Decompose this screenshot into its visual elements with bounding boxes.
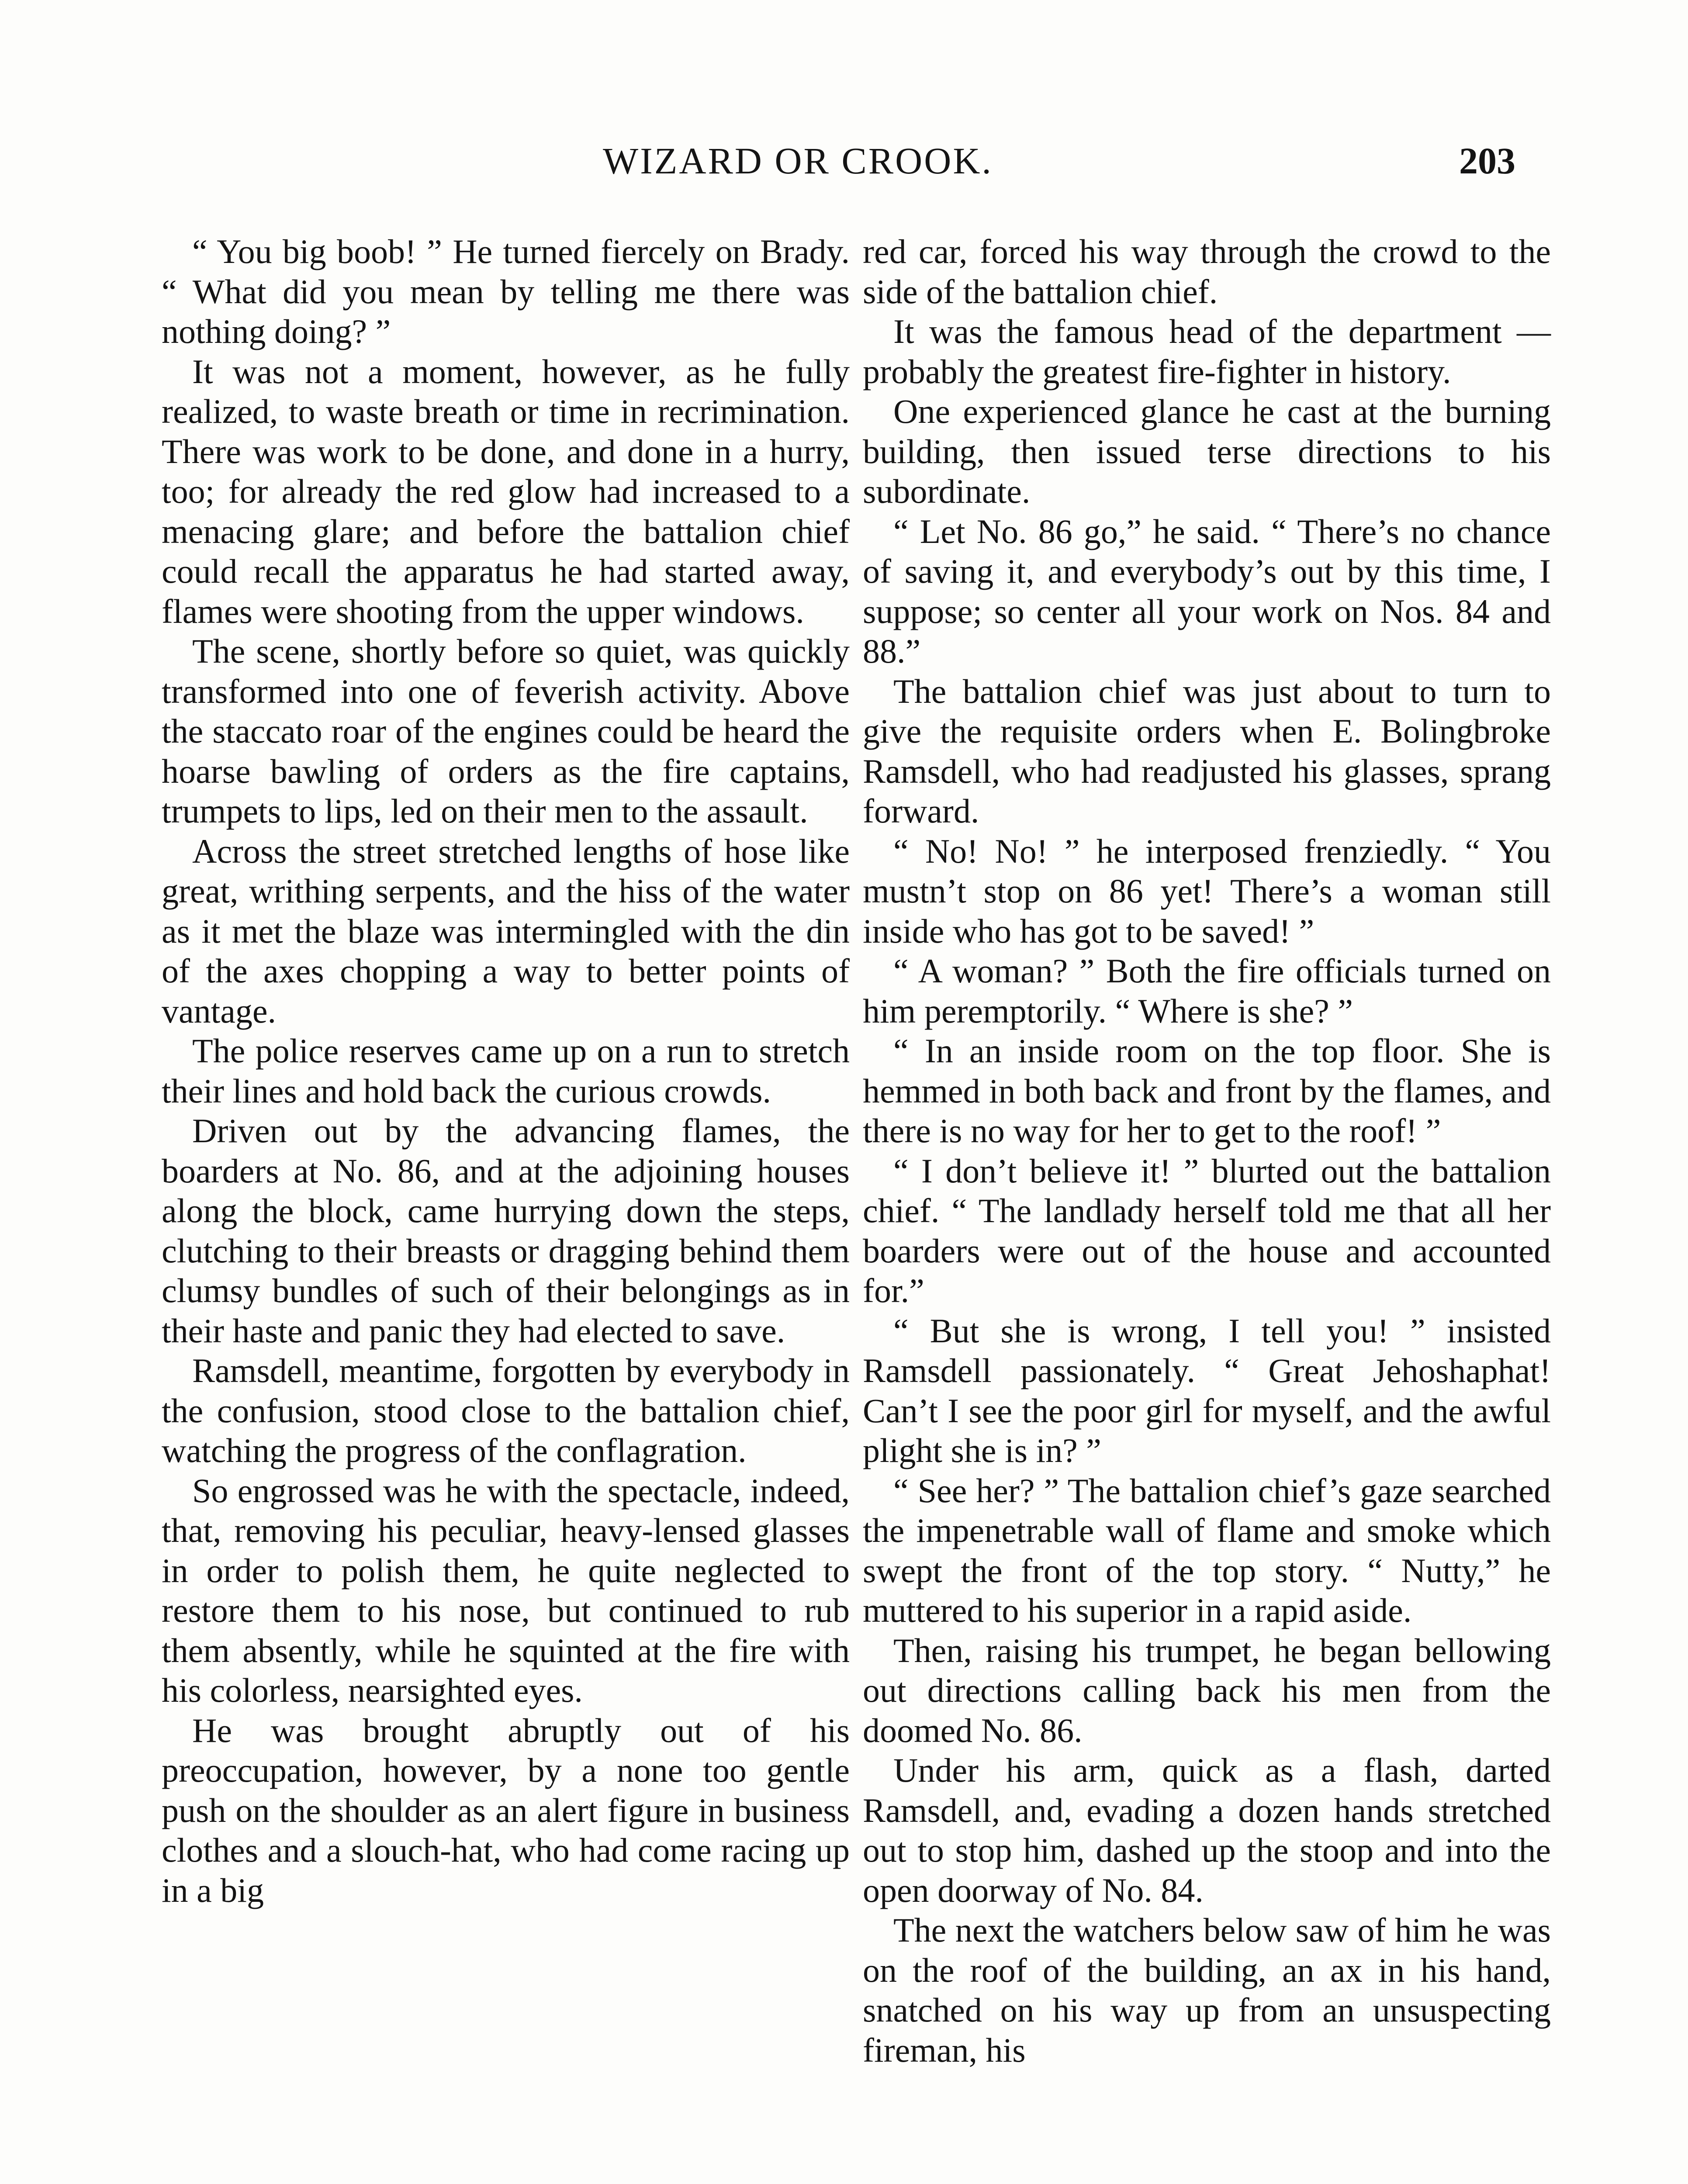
running-title: WIZARD OR CROOK. (603, 140, 993, 182)
paragraph: So engrossed was he with the spectacle, indeed, that, removing his peculiar, heavy-lensed glasses in order to polish them, he quite neglected to restore them to his nose, but continued to rub them absently, while he squinted at the fire with his colorless, nearsighted eyes. (162, 1471, 850, 1709)
paragraph: Then, raising his trumpet, he began bellowing out directions calling back his men from the doomed No. 86. (863, 1631, 1551, 1749)
paragraph: Across the street stretched lengths of hose like great, writhing serpents, and the hiss of the water as it met the blaze was intermingled with the din of the axes chopping a way to better points of vantage. (162, 832, 850, 1030)
paragraph: He was brought abruptly out of his preoccupation, however, by a none too gentle push on the shoulder as an alert figure in business clothes and a slouch-hat, who had come racing up in a big (162, 1711, 850, 1909)
paragraph: “ You big boob! ” He turned fiercely on Brady. “ What did you mean by telling me there was nothing doing? ” (162, 232, 850, 350)
paragraph: One experienced glance he cast at the burning building, then issued terse directions to his subordinate. (863, 392, 1551, 510)
paragraph: “ But she is wrong, I tell you! ” insisted Ramsdell passionately. “ Great Jehoshaphat! Can’t I see the poor girl for myself, and the awful plight she is in? ” (863, 1311, 1551, 1469)
paragraph: “ Let No. 86 go,” he said. “ There’s no chance of saving it, and everybody’s out by this time, I suppose; so center all your work on Nos. 84 and 88.” (863, 512, 1551, 670)
paragraph: Driven out by the advancing flames, the boarders at No. 86, and at the adjoining houses along the block, came hurrying down the steps, clutching to their breasts or dragging behind them clumsy bundles of such of their belongings as in their haste and panic they had elected to save. (162, 1112, 850, 1350)
paragraph: Ramsdell, meantime, forgotten by everybody in the confusion, stood close to the battalion chief, watching the progress of the conflagration. (162, 1351, 850, 1469)
page-number: 203 (1459, 140, 1515, 182)
paragraph: The next the watchers below saw of him he was on the roof of the building, an ax in his hand, snatched on his way up from an unsuspecting fireman, his (863, 1911, 1551, 2069)
paragraph: The scene, shortly before so quiet, was quickly transformed into one of feverish activity. Above the staccato roar of the engines could be heard the hoarse bawling of orders as the fire captains, trumpets to lips, led on their men to the assault. (162, 632, 850, 830)
paragraph: “ I don’t believe it! ” blurted out the battalion chief. “ The landlady herself told me that all her boarders were out of the house and accounted for.” (863, 1151, 1551, 1310)
paragraph: Under his arm, quick as a flash, darted Ramsdell, and, evading a dozen hands stretched out to stop him, dashed up the stoop and into the open doorway of No. 84. (863, 1751, 1551, 1909)
left-column (162, 232, 850, 1910)
right-column (863, 232, 1551, 2070)
paragraph: “ No! No! ” he interposed frenziedly. “ You mustn’t stop on 86 yet! There’s a woman still inside who has got to be saved! ” (863, 832, 1551, 950)
paragraph: The police reserves came up on a run to stretch their lines and hold back the curious crowds. (162, 1032, 850, 1110)
paragraph: “ In an inside room on the top floor. She is hemmed in both back and front by the flames, and there is no way for her to get to the roof! ” (863, 1032, 1551, 1150)
paragraph: The battalion chief was just about to turn to give the requisite orders when E. Bolingbroke Ramsdell, who had readjusted his glasses, sprang forward. (863, 672, 1551, 830)
paragraph-continuation: red car, forced his way through the crowd to the side of the battalion chief. (863, 232, 1551, 311)
paragraph: It was not a moment, however, as he fully realized, to waste breath or time in recrimination. There was work to be done, and done in a hurry, too; for already the red glow had increased to a menacing glare; and before the battalion chief could recall the apparatus he had started away, flames were shooting from the upper windows. (162, 352, 850, 630)
paragraph: “ See her? ” The battalion chief’s gaze searched the impenetrable wall of flame and smoke which swept the front of the top story. “ Nutty,” he muttered to his superior in a rapid aside. (863, 1471, 1551, 1629)
paragraph: It was the famous head of the department — probably the greatest fire-fighter in history. (863, 312, 1551, 390)
paragraph: “ A woman? ” Both the fire officials turned on him peremptorily. “ Where is she? ” (863, 952, 1551, 1030)
